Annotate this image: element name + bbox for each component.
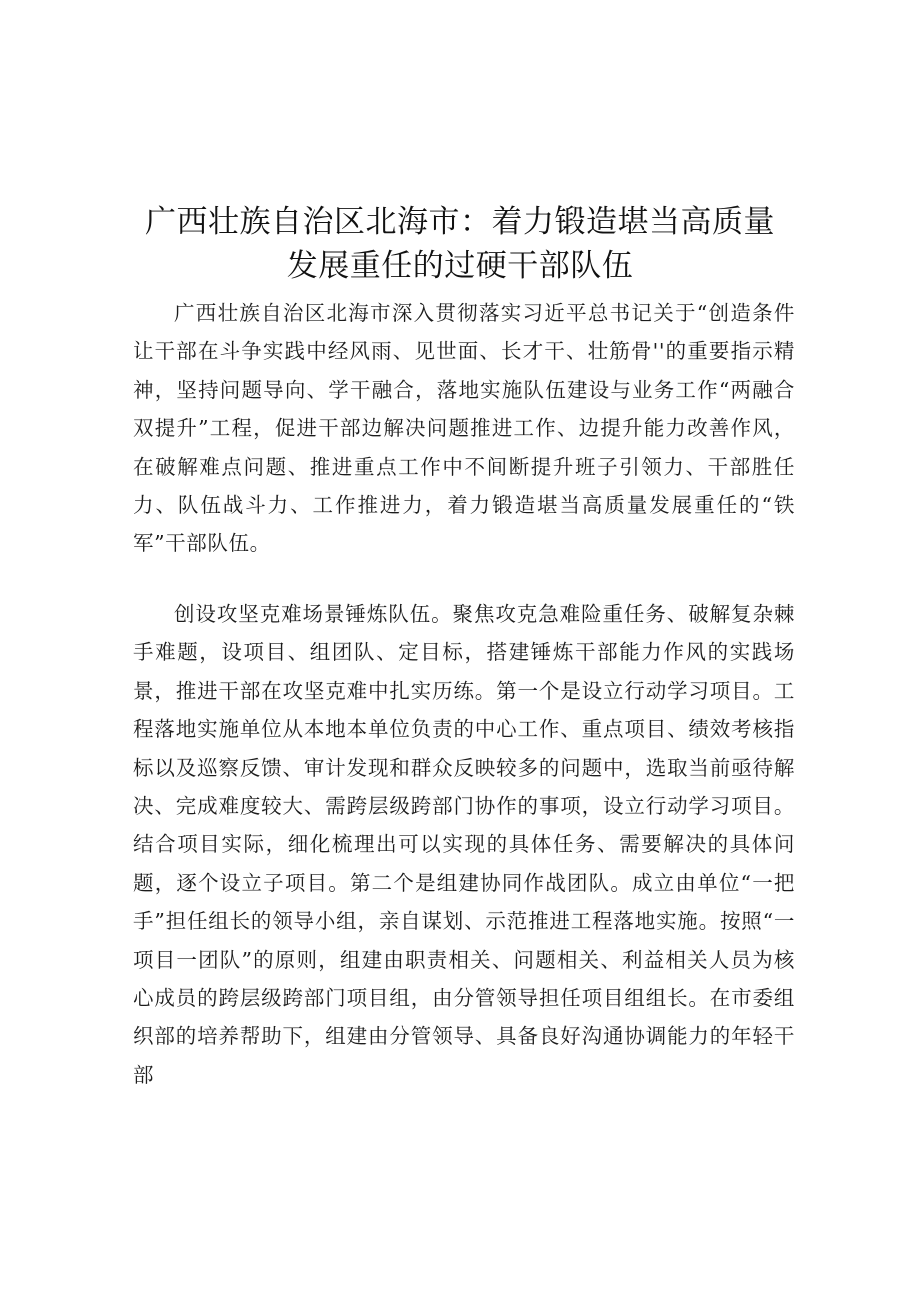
paragraph-intro: 广西壮族自治区北海市深入贯彻落实习近平总书记关于“创造条件让干部在斗争实践中经风雨、见世面、长才干、壮筋骨''的重要指示精神，坚持问题导向、学干融合，落地实施队伍建设与业务工作“两融合双提升”工程，促进干部边解决问题推进工作、边提升能力改善作风，在破解难点问题、推进重点工作中不间断提升班子引领力、干部胜任力、队伍战斗力、工作推进力，着力锻造堪当高质量发展重任的“铁军”干部队伍。 [133,301,795,556]
paragraph-scenario: 创设攻坚克难场景锤炼队伍。聚焦攻克急难险重任务、破解复杂棘手难题，设项目、组团队、定目标，搭建锤炼干部能力作风的实践场景，推进干部在攻坚克难中扎实历练。第一个是设立行动学习项目。工程落地实施单位从本地本单位负责的中心工作、重点项目、绩效考核指标以及巡察反馈、审计发现和群众反映较多的问题中，选取当前亟待解决、完成难度较大、需跨层级跨部门协作的事项，设立行动学习项目。结合项目实际，细化梳理出可以实现的具体任务、需要解决的具体问题，逐个设立子项目。第二个是组建协同作战团队。成立由单位“一把手”担任组长的领导小组，亲自谋划、示范推进工程落地实施。按照“一项目一团队”的原则，组建由职责相关、问题相关、利益相关人员为核心成员的跨层级跨部门项目组，由分管领导担任项目组组长。在市委组织部的培养帮助下，组建由分管领导、具备良好沟通协调能力的年轻干部 [133,602,795,1087]
title-line-2: 发展重任的过硬干部队伍 [286,248,634,284]
title-line-1: 广西壮族自治区北海市：着力锻造堪当高质量 [145,204,775,240]
document-title [120,200,800,288]
